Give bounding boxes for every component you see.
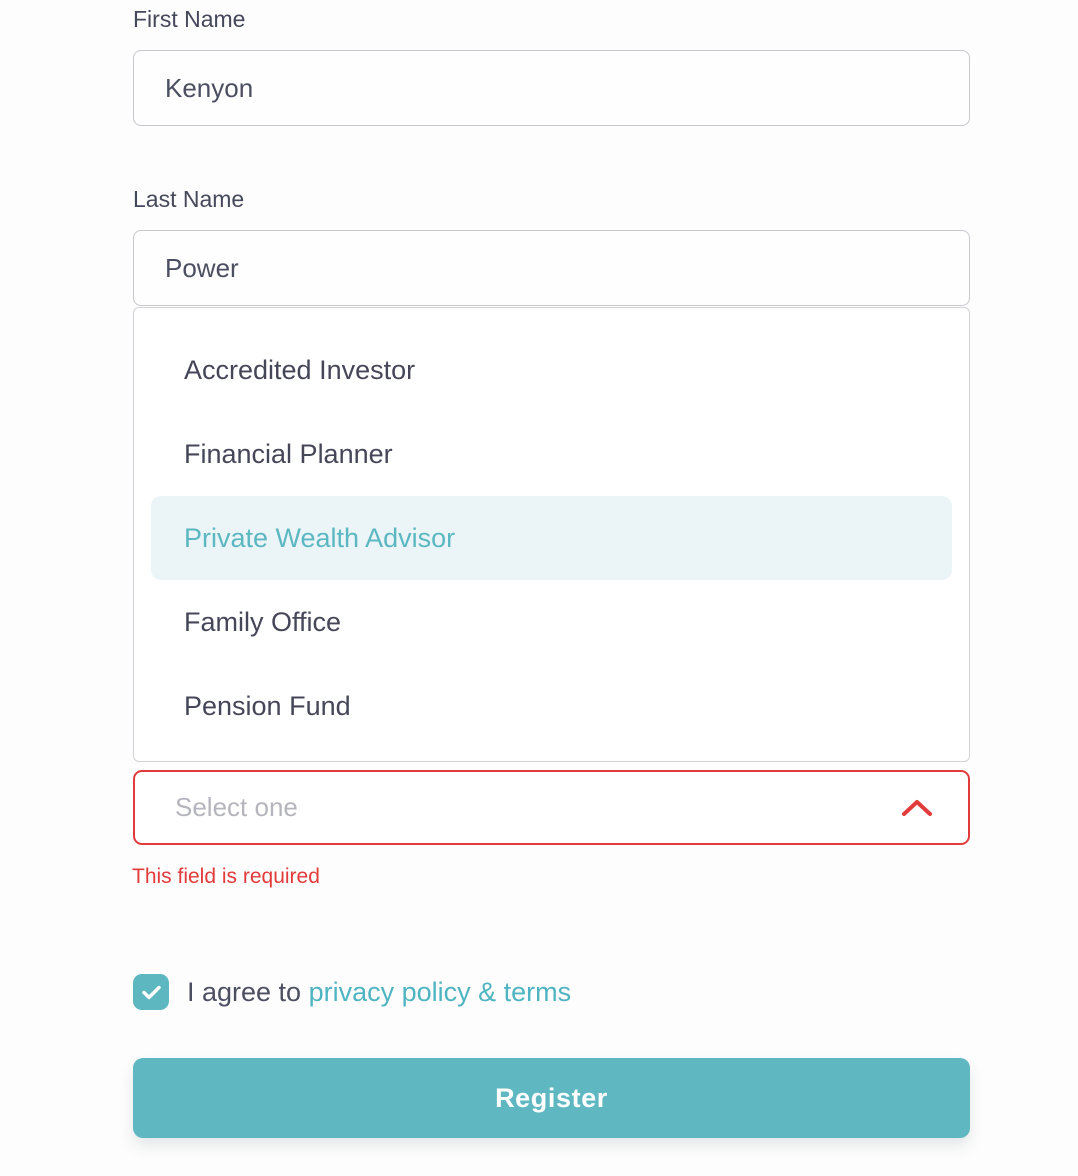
agreement-checkbox[interactable] (133, 974, 169, 1010)
last-name-input[interactable] (133, 230, 970, 306)
role-dropdown-menu (133, 307, 970, 762)
first-name-input[interactable] (133, 50, 970, 126)
role-select-error: This field is required (132, 865, 320, 888)
dropdown-option-accredited-investor[interactable]: Accredited Investor (184, 354, 416, 385)
agreement-prefix: I agree to (187, 976, 309, 1007)
role-select-trigger[interactable] (133, 770, 970, 845)
agreement-row (133, 974, 571, 1010)
chevron-up-icon (900, 798, 934, 818)
dropdown-option-pension-fund[interactable]: Pension Fund (184, 690, 351, 721)
dropdown-option-family-office[interactable]: Family Office (184, 606, 342, 637)
dropdown-option-financial-planner[interactable]: Financial Planner (184, 438, 393, 469)
agreement-text (187, 977, 571, 1008)
check-icon (142, 985, 161, 1000)
role-select-placeholder: Select one (175, 792, 298, 822)
last-name-label: Last Name (133, 186, 245, 212)
register-button[interactable]: Register (133, 1058, 970, 1138)
first-name-label: First Name (133, 6, 246, 32)
dropdown-option-private-wealth-advisor[interactable]: Private Wealth Advisor (151, 496, 952, 580)
privacy-policy-terms-link[interactable]: privacy policy & terms (308, 976, 572, 1007)
